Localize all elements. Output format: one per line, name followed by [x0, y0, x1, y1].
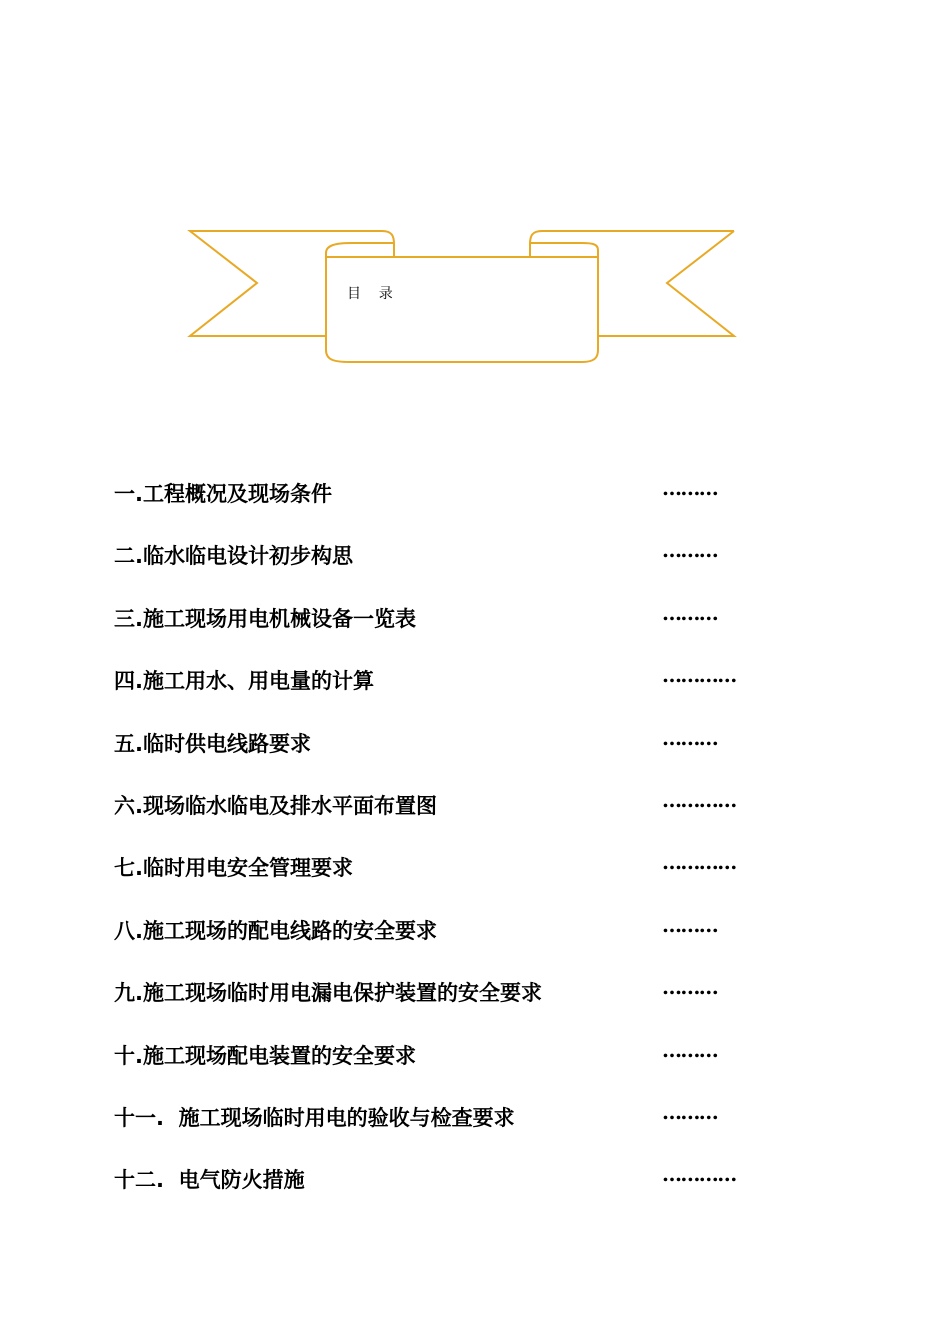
toc-entry[interactable] [114, 1036, 814, 1098]
toc-entry-leader: ……… [662, 538, 718, 563]
toc-entry-leader: ……… [662, 975, 718, 1000]
table-of-contents [114, 474, 814, 1223]
toc-entry-label: 五.临时供电线路要求 [114, 731, 311, 756]
toc-entry-label: 十.施工现场配电装置的安全要求 [114, 1043, 416, 1068]
toc-entry[interactable] [114, 1160, 814, 1222]
toc-entry-leader: ………… [662, 850, 736, 875]
toc-entry[interactable] [114, 474, 814, 536]
toc-entry[interactable] [114, 1098, 814, 1160]
toc-entry-leader: ………… [662, 663, 736, 688]
toc-entry-label: 一.工程概况及现场条件 [114, 482, 332, 506]
toc-entry[interactable] [114, 786, 814, 848]
toc-entry[interactable] [114, 724, 814, 786]
toc-entry-label: 十二. 电气防火措施 [114, 1168, 305, 1193]
toc-entry-leader: ……… [662, 1099, 718, 1124]
toc-entry-leader: ………… [662, 787, 736, 812]
toc-entry-leader: ………… [662, 1162, 736, 1187]
toc-entry-label: 六.现场临水临电及排水平面布置图 [114, 793, 437, 818]
toc-entry-leader: ……… [662, 725, 718, 750]
toc-entry-leader: ……… [662, 1037, 718, 1062]
toc-entry-label: 七.临时用电安全管理要求 [114, 856, 353, 881]
toc-entry[interactable] [114, 911, 814, 973]
toc-entry-label: 十一. 施工现场临时用电的验收与检查要求 [114, 1105, 515, 1130]
toc-entry-leader: ……… [662, 912, 718, 937]
toc-entry-label: 四.施工用水、用电量的计算 [114, 669, 374, 694]
toc-entry-label: 二.临水临电设计初步构思 [114, 544, 353, 569]
toc-entry-label: 九.施工现场临时用电漏电保护装置的安全要求 [114, 981, 542, 1006]
toc-entry[interactable] [114, 599, 814, 661]
toc-entry[interactable] [114, 973, 814, 1035]
toc-entry-leader: ……… [662, 476, 718, 500]
toc-heading: 目 录 [347, 286, 393, 302]
toc-entry-label: 三.施工现场用电机械设备一览表 [114, 606, 416, 631]
scroll-ribbon-shape [190, 231, 734, 362]
toc-entry[interactable] [114, 848, 814, 910]
toc-entry-leader: ……… [662, 600, 718, 625]
toc-entry[interactable] [114, 661, 814, 723]
toc-entry-label: 八.施工现场的配电线路的安全要求 [114, 918, 437, 943]
toc-entry[interactable] [114, 536, 814, 598]
title-banner [0, 0, 950, 420]
